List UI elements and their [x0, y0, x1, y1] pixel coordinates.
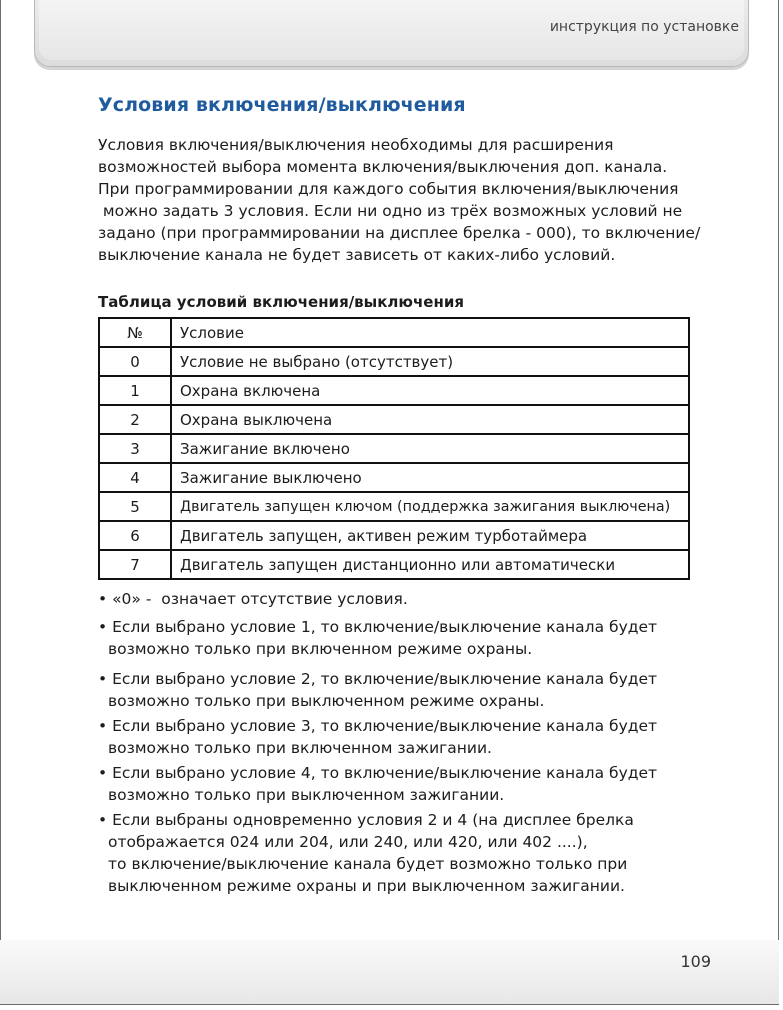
- conditions-table: [98, 317, 690, 580]
- note-line: возможно только при включенном зажигании.: [108, 739, 492, 757]
- intro-paragraph: [98, 134, 708, 266]
- row-num: 6: [99, 521, 171, 550]
- intro-line: При программировании для каждого события включения/выключения: [98, 180, 679, 198]
- row-num: 3: [99, 434, 171, 463]
- note-line: возможно только при выключенном режиме охраны.: [108, 692, 545, 710]
- row-condition: Двигатель запущен дистанционно или автоматически: [171, 550, 689, 579]
- row-num: 7: [99, 550, 171, 579]
- note-item: [98, 668, 708, 712]
- note-item: [98, 762, 708, 806]
- note-item: [98, 616, 708, 660]
- note-line: выключенном режиме охраны и при выключенном зажигании.: [108, 877, 625, 895]
- note-line: • Если выбрано условие 2, то включение/выключение канала будет: [98, 670, 658, 688]
- table-title: Таблица условий включения/выключения: [98, 293, 464, 311]
- row-condition: Условие не выбрано (отсутствует): [171, 347, 689, 376]
- table-header-row: [99, 318, 689, 347]
- row-num: 1: [99, 376, 171, 405]
- row-num: 2: [99, 405, 171, 434]
- table-row: [99, 376, 689, 405]
- note-item: [98, 715, 708, 759]
- footer-band: [0, 940, 779, 1004]
- note-line: то включение/выключение канала будет возможно только при: [108, 855, 628, 873]
- note-line: • Если выбрано условие 4, то включение/выключение канала будет: [98, 764, 658, 782]
- page-number: 109: [680, 952, 711, 971]
- row-condition: Охрана выключена: [171, 405, 689, 434]
- note-line: возможно только при включенном режиме охраны.: [108, 640, 533, 658]
- row-condition: Двигатель запущен, активен режим турботаймера: [171, 521, 689, 550]
- intro-line: возможностей выбора момента включения/выключения доп. канала.: [98, 158, 668, 176]
- intro-line: выключение канала не будет зависеть от каких-либо условий.: [98, 246, 616, 264]
- note-line: отображается 024 или 204, или 240, или 420, или 402 ....),: [108, 833, 588, 851]
- table-row: [99, 405, 689, 434]
- note-line: • Если выбрано условие 3, то включение/выключение канала будет: [98, 717, 658, 735]
- row-condition: Двигатель запущен ключом (поддержка зажигания выключена): [171, 492, 689, 521]
- row-num: 5: [99, 492, 171, 521]
- header-title: инструкция по установке: [549, 19, 739, 35]
- row-condition: Охрана включена: [171, 376, 689, 405]
- row-num: 0: [99, 347, 171, 376]
- note-line: • Если выбраны одновременно условия 2 и 4 (на дисплее брелка: [98, 811, 634, 829]
- notes-list: [98, 588, 708, 897]
- intro-line: Условия включения/выключения необходимы для расширения: [98, 136, 614, 154]
- table-row: [99, 347, 689, 376]
- note-item: [98, 809, 708, 897]
- intro-line: можно задать 3 условия. Если ни одно из трёх возможных условий не: [98, 202, 683, 220]
- table-row: [99, 463, 689, 492]
- section-title: Условия включения/выключения: [98, 94, 466, 116]
- row-condition: Зажигание включено: [171, 434, 689, 463]
- table-row: [99, 492, 689, 521]
- note-line: • Если выбрано условие 1, то включение/выключение канала будет: [98, 618, 658, 636]
- note-item: [98, 588, 708, 610]
- table-row: [99, 434, 689, 463]
- note-line: возможно только при выключенном зажигании.: [108, 786, 505, 804]
- intro-line: задано (при программировании на дисплее брелка - 000), то включение/: [98, 224, 701, 242]
- header-condition: Условие: [171, 318, 689, 347]
- table-row: [99, 521, 689, 550]
- page-content: [98, 94, 708, 900]
- note-line: • «0» - означает отсутствие условия.: [98, 590, 408, 608]
- row-num: 4: [99, 463, 171, 492]
- row-condition: Зажигание выключено: [171, 463, 689, 492]
- header-num: №: [99, 318, 171, 347]
- table-row: [99, 550, 689, 579]
